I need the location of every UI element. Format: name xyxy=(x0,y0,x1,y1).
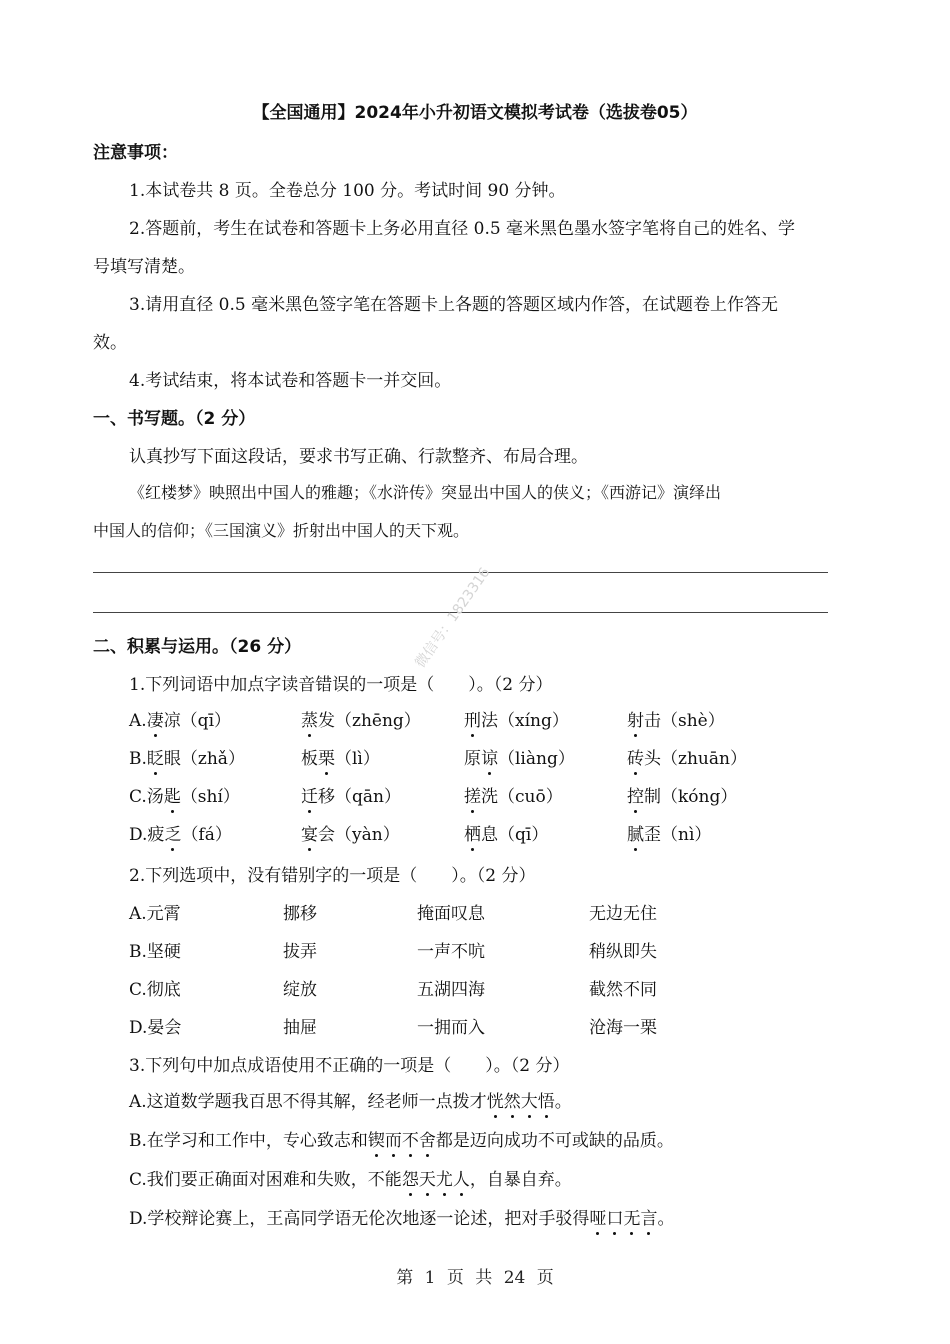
dotted-character: 而 xyxy=(385,1126,402,1151)
q1-option-item xyxy=(301,782,401,807)
dotted-character: 刑 xyxy=(464,706,481,731)
q1-option-item xyxy=(627,820,711,845)
dotted-character: 栗 xyxy=(318,744,335,769)
notice-item-2-line-1: 2.答题前，考生在试卷和答题卡上务必用直径 0.5 毫米黑色墨水签字笔将自己的姓名、学 xyxy=(129,219,796,239)
q2-option-item: B.坚硬 xyxy=(129,942,181,962)
option-text: 。 xyxy=(657,1209,675,1229)
q3-option xyxy=(129,1126,674,1151)
option-text: 洗（cuō） xyxy=(481,787,563,807)
option-text: 头（zhuān） xyxy=(644,749,747,769)
q2-option-item: 绽放 xyxy=(283,980,317,1000)
dotted-character: 言 xyxy=(640,1204,657,1229)
footer-word-4: 页 xyxy=(536,1268,554,1288)
q3-option xyxy=(129,1165,572,1190)
section-1-instruction: 认真抄写下面这段话，要求书写正确、行款整齐、布局合理。 xyxy=(129,447,588,467)
q1-option-item xyxy=(464,744,575,769)
notice-item-2-line-2: 号填写清楚。 xyxy=(93,257,195,277)
q2-option-item: 拔弄 xyxy=(283,942,317,962)
dotted-character: 眨 xyxy=(147,744,164,769)
dotted-character: 舍 xyxy=(419,1126,436,1151)
dotted-character: 口 xyxy=(606,1204,623,1229)
footer-word-1: 第 xyxy=(396,1268,414,1288)
section-2-heading: 二、积累与运用。（26 分） xyxy=(93,637,302,657)
dotted-character: 宴 xyxy=(301,820,318,845)
option-text: 击（shè） xyxy=(644,711,725,731)
option-text: A.这道数学题我百思不得其解，经老师一点拨才 xyxy=(129,1092,487,1112)
page-title: 【全国通用】2024年小升初语文模拟考试卷（选拔卷05） xyxy=(252,103,698,123)
dotted-character: 乏 xyxy=(164,820,181,845)
option-text: （liàng） xyxy=(498,749,575,769)
q1-option-item xyxy=(129,782,240,807)
option-text: 法（xíng） xyxy=(481,711,569,731)
option-text: 歪（nì） xyxy=(644,825,712,845)
q1-option-item xyxy=(301,706,421,731)
q3-option xyxy=(129,1204,674,1229)
q1-option-item xyxy=(627,706,725,731)
dotted-character: 人 xyxy=(453,1165,470,1190)
q2-option-item: 无边无住 xyxy=(589,904,657,924)
option-text: D.学校辩论赛上，王高同学语无伦次地逐一论述，把对手驳得 xyxy=(129,1209,590,1229)
dotted-character: 天 xyxy=(419,1165,436,1190)
q1-option-item xyxy=(129,820,232,845)
option-text: 会（yàn） xyxy=(318,825,400,845)
q2-option-item: 截然不同 xyxy=(589,980,657,1000)
q1-stem: 1.下列词语中加点字读音错误的一项是（ ）。（2 分） xyxy=(129,675,553,695)
q1-option-item xyxy=(464,782,563,807)
option-text: （lì） xyxy=(335,749,380,769)
option-text: 发（zhēng） xyxy=(318,711,421,731)
dotted-character: 砖 xyxy=(627,744,644,769)
dotted-character: 搓 xyxy=(464,782,481,807)
dotted-character: 无 xyxy=(623,1204,640,1229)
dotted-character: 射 xyxy=(627,706,644,731)
dotted-character: 迁 xyxy=(301,782,318,807)
q2-option-item: 一拥而入 xyxy=(417,1018,485,1038)
q1-option-item xyxy=(301,820,400,845)
q2-option-item: C.彻底 xyxy=(129,980,181,1000)
dotted-character: 哑 xyxy=(589,1204,606,1229)
section-1-passage-line-2: 中国人的信仰；《三国演义》折射出中国人的天下观。 xyxy=(93,521,470,540)
q2-option-item: D.晏会 xyxy=(129,1018,182,1038)
q2-option-item: 挪移 xyxy=(283,904,317,924)
option-text: 息（qī） xyxy=(481,825,549,845)
q3-stem: 3.下列句中加点成语使用不正确的一项是（ ）。（2 分） xyxy=(129,1056,570,1076)
option-text: C.汤 xyxy=(129,787,164,807)
option-text: C.我们要正确面对困难和失败，不能 xyxy=(129,1170,402,1190)
dotted-character: 怨 xyxy=(402,1165,419,1190)
option-text: 。 xyxy=(554,1092,572,1112)
dotted-character: 锲 xyxy=(368,1126,385,1151)
option-text: 眼（zhǎ） xyxy=(163,749,245,769)
section-1-heading: 一、书写题。（2 分） xyxy=(93,409,256,429)
option-text: 都是迈向成功不可或缺的品质。 xyxy=(435,1131,674,1151)
dotted-character: 腻 xyxy=(627,820,644,845)
footer-word-3: 共 xyxy=(475,1268,493,1288)
option-text: （fá） xyxy=(181,825,232,845)
q1-option-item xyxy=(129,744,245,769)
option-text: 凉（qī） xyxy=(163,711,232,731)
notice-heading: 注意事项： xyxy=(93,143,178,163)
q2-option-item: 五湖四海 xyxy=(417,980,485,1000)
notice-item-3-line-2: 效。 xyxy=(93,333,127,353)
notice-item-3-line-1: 3.请用直径 0.5 毫米黑色签字笔在答题卡上各题的答题区域内作答，在试题卷上作答无 xyxy=(129,295,779,315)
option-text: 制（kóng） xyxy=(644,787,738,807)
dotted-character: 大 xyxy=(521,1087,538,1112)
option-text: B. xyxy=(129,749,147,769)
section-1-passage-line-1: 《红楼梦》映照出中国人的雅趣；《水浒传》突显出中国人的侠义；《西游记》演绎出 xyxy=(129,483,722,502)
writing-line-1[interactable] xyxy=(93,572,828,573)
q3-option xyxy=(129,1087,572,1112)
option-text: 原 xyxy=(464,749,481,769)
footer-page-number: 1 xyxy=(424,1268,436,1288)
footer-word-2: 页 xyxy=(446,1268,464,1288)
dotted-character: 谅 xyxy=(481,744,498,769)
q2-option-item: 稍纵即失 xyxy=(589,942,657,962)
notice-item-1: 1.本试卷共 8 页。全卷总分 100 分。考试时间 90 分钟。 xyxy=(129,181,566,201)
q2-option-item: 掩面叹息 xyxy=(417,904,485,924)
q2-option-item: 一声不吭 xyxy=(417,942,485,962)
q1-option-item xyxy=(301,744,380,769)
q2-option-item: 抽屉 xyxy=(283,1018,317,1038)
dotted-character: 悟 xyxy=(538,1087,555,1112)
option-text: （shí） xyxy=(180,787,240,807)
option-text: 移（qān） xyxy=(318,787,401,807)
q1-option-item xyxy=(627,782,737,807)
option-text: ，自暴自弃。 xyxy=(469,1170,572,1190)
footer-total-pages: 24 xyxy=(503,1268,526,1288)
option-text: A. xyxy=(129,711,147,731)
dotted-character: 恍 xyxy=(487,1087,504,1112)
option-text: D.疲 xyxy=(129,825,165,845)
q2-option-item: 沧海一栗 xyxy=(589,1018,657,1038)
q1-option-item xyxy=(464,820,548,845)
q1-option-item xyxy=(129,706,231,731)
dotted-character: 栖 xyxy=(464,820,481,845)
q2-option-item: A.元霄 xyxy=(129,904,181,924)
q1-option-item xyxy=(464,706,569,731)
dotted-character: 凄 xyxy=(147,706,164,731)
dotted-character: 然 xyxy=(504,1087,521,1112)
dotted-character: 尤 xyxy=(436,1165,453,1190)
dotted-character: 控 xyxy=(627,782,644,807)
page-footer xyxy=(0,1263,950,1288)
option-text: B.在学习和工作中，专心致志和 xyxy=(129,1131,368,1151)
notice-item-4: 4.考试结束，将本试卷和答题卡一并交回。 xyxy=(129,371,452,391)
dotted-character: 不 xyxy=(402,1126,419,1151)
q2-stem: 2.下列选项中，没有错别字的一项是（ ）。（2 分） xyxy=(129,866,536,886)
dotted-character: 匙 xyxy=(164,782,181,807)
option-text: 板 xyxy=(301,749,318,769)
watermark: 微信号：1823316 xyxy=(412,564,494,671)
dotted-character: 蒸 xyxy=(301,706,318,731)
q1-option-item xyxy=(627,744,747,769)
